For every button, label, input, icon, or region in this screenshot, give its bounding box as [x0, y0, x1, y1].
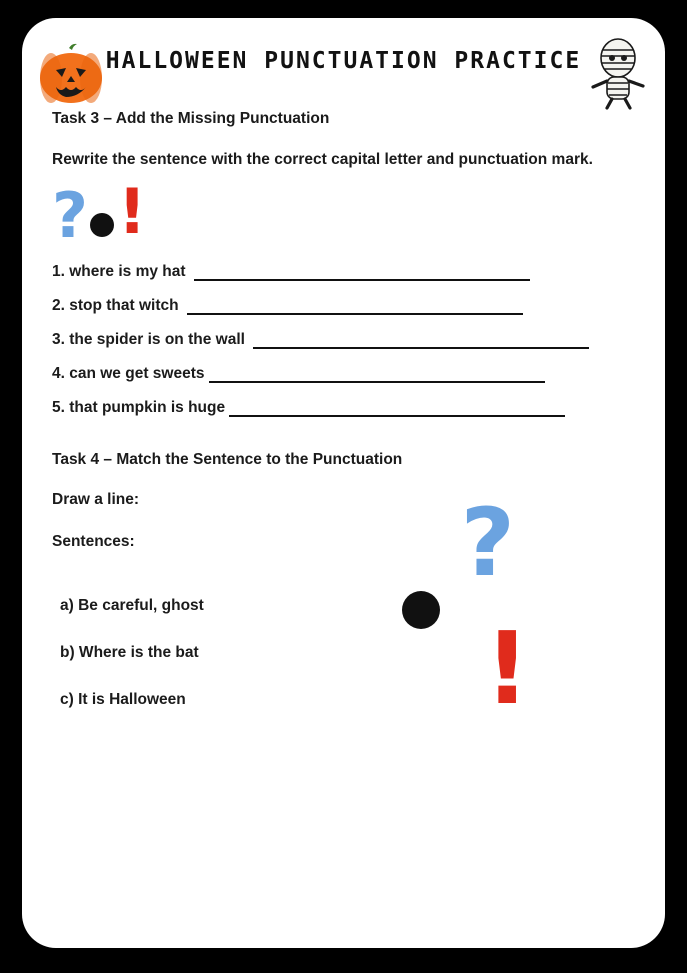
task4-sentences-label: Sentences:: [52, 532, 135, 550]
task3-item-3: [52, 331, 635, 349]
task3-instruction: Rewrite the sentence with the correct capital letter and punctuation mark.: [52, 151, 593, 168]
worksheet-header: [22, 18, 665, 110]
full-stop-icon: [90, 213, 114, 237]
task4-draw-label: Draw a line:: [52, 490, 139, 508]
task3-item-5-text: 5. that pumpkin is huge: [52, 398, 226, 416]
task3-item-5-answer-line[interactable]: [229, 401, 565, 417]
task3-item-3-text: 3. the spider is on the wall: [52, 330, 250, 348]
task3-item-1-answer-line[interactable]: [194, 265, 530, 281]
exclamation-mark-icon: !: [118, 174, 147, 248]
question-mark-icon-large[interactable]: ?: [460, 488, 515, 598]
worksheet-body: [22, 110, 665, 749]
task3-item-4-text: 4. can we get sweets: [52, 364, 205, 382]
task3-item-4-answer-line[interactable]: [209, 367, 545, 383]
task3-item-2: [52, 297, 635, 315]
task4-sentence-c[interactable]: c) It is Halloween: [60, 690, 186, 708]
task3-item-1-text: 1. where is my hat: [52, 262, 190, 280]
task3-item-3-answer-line[interactable]: [253, 333, 589, 349]
task3-marks-row: [52, 174, 635, 252]
page-title: HALLOWEEN PUNCTUATION PRACTICE: [105, 48, 582, 74]
exclamation-mark-icon-large[interactable]: !: [484, 609, 530, 727]
task3-heading: Task 3 – Add the Missing Punctuation: [52, 110, 330, 127]
task3-item-4: [52, 365, 635, 383]
worksheet-page: [22, 18, 665, 948]
full-stop-icon-large[interactable]: [402, 591, 440, 629]
task3-item-5: [52, 399, 635, 417]
task4-heading: Task 4 – Match the Sentence to the Punctuation: [52, 450, 403, 468]
mummy-icon: [585, 36, 651, 110]
task4-sentence-b[interactable]: b) Where is the bat: [60, 643, 199, 661]
task3-item-1: [52, 263, 635, 281]
task3-item-2-answer-line[interactable]: [187, 299, 523, 315]
task3-item-2-text: 2. stop that witch: [52, 296, 183, 314]
question-mark-icon: ?: [52, 178, 88, 252]
task4-sentence-a[interactable]: a) Be careful, ghost: [60, 596, 204, 614]
